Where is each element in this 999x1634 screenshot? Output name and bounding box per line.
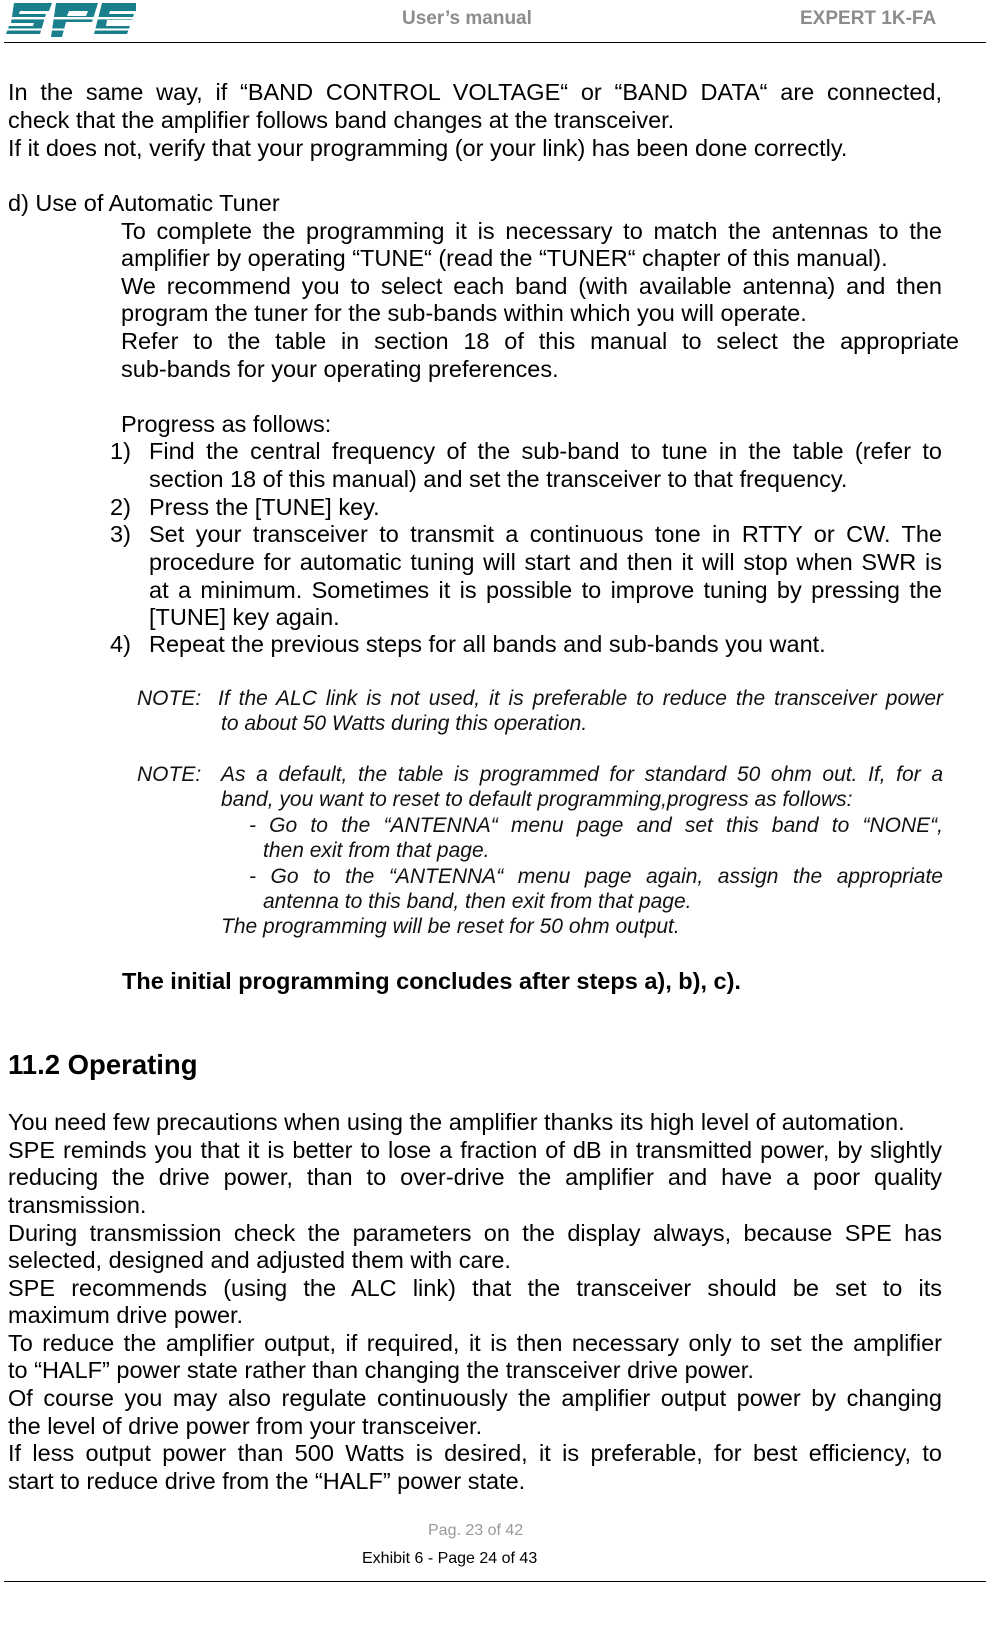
step-line: at a minimum. Sometimes it is possible to improve tuning by pressing the <box>149 577 942 603</box>
operating-line: reducing the drive power, than to over-drive the amplifier and have a poor quality <box>8 1164 942 1190</box>
step-number: 1) <box>110 438 131 464</box>
intro-line: check that the amplifier follows band changes at the transceiver. <box>8 107 675 133</box>
operating-line: During transmission check the parameters on the display always, because SPE has <box>8 1220 942 1246</box>
step-line: Find the central frequency of the sub-band to tune in the table (refer to <box>149 438 942 464</box>
operating-line: Of course you may also regulate continuously the amplifier output power by changing <box>8 1385 942 1411</box>
operating-line: SPE recommends (using the ALC link) that the transceiver should be set to its <box>8 1275 942 1301</box>
note-label: NOTE: <box>137 763 202 786</box>
note-bullet-line: antenna to this band, then exit from that page. <box>263 890 692 913</box>
spe-logo <box>6 0 136 40</box>
step-number: 3) <box>110 521 131 547</box>
note-line: band, you want to reset to default programming,progress as follows: <box>221 788 853 811</box>
tuner-para-line: program the tuner for the sub-bands within which you will operate. <box>121 300 807 326</box>
intro-line: If it does not, verify that your programming (or your link) has been done correctly. <box>8 135 848 161</box>
note-line: As a default, the table is programmed for standard 50 ohm out. If, for a <box>221 763 943 786</box>
exhibit-label: Exhibit 6 - Page 24 of 43 <box>362 1550 538 1567</box>
tuner-para-line: To complete the programming it is necessary to match the antennas to the <box>121 218 942 244</box>
header-rule <box>4 42 986 43</box>
programming-conclusion: The initial programming concludes after steps a), b), c). <box>122 968 741 994</box>
tuner-para-line: Refer to the table in section 18 of this manual to select the appropriate <box>121 328 959 354</box>
step-line: Repeat the previous steps for all bands and sub-bands you want. <box>149 631 826 657</box>
operating-line: the level of drive power from your transceiver. <box>8 1413 483 1439</box>
operating-line: maximum drive power. <box>8 1302 244 1328</box>
page-number: Pag. 23 of 42 <box>428 1522 524 1539</box>
note-line: If the ALC link is not used, it is preferable to reduce the transceiver power <box>218 687 943 710</box>
step-line: [TUNE] key again. <box>149 604 340 630</box>
step-line: Press the [TUNE] key. <box>149 494 380 520</box>
note-line: to about 50 Watts during this operation. <box>221 712 588 735</box>
step-number: 4) <box>110 631 131 657</box>
tuner-para-line: amplifier by operating “TUNE“ (read the “TUNER“ chapter of this manual). <box>121 245 888 271</box>
operating-line: If less output power than 500 Watts is desired, it is preferable, for best efficiency, to <box>8 1440 942 1466</box>
progress-label: Progress as follows: <box>121 411 332 437</box>
note-bullet-line: then exit from that page. <box>263 839 490 862</box>
operating-line: to “HALF” power state rather than changing the transceiver drive power. <box>8 1357 754 1383</box>
intro-line: In the same way, if “BAND CONTROL VOLTAGE“ or “BAND DATA“ are connected, <box>8 79 942 105</box>
tuner-para-line: We recommend you to select each band (with available antenna) and then <box>121 273 942 299</box>
section-d-title: d) Use of Automatic Tuner <box>8 190 280 216</box>
footer-rule <box>4 1581 986 1582</box>
operating-line: start to reduce drive from the “HALF” power state. <box>8 1468 526 1494</box>
operating-line: To reduce the amplifier output, if required, it is then necessary only to set the amplifier <box>8 1330 942 1356</box>
step-number: 2) <box>110 494 131 520</box>
header-center-title: User’s manual <box>402 8 532 29</box>
operating-line: transmission. <box>8 1192 147 1218</box>
step-line: section 18 of this manual) and set the transceiver to that frequency. <box>149 466 848 492</box>
note-bullet-line: - Go to the “ANTENNA“ menu page and set this band to “NONE“, <box>249 814 943 837</box>
operating-line: You need few precautions when using the amplifier thanks its high level of automation. <box>8 1109 905 1135</box>
note-closing: The programming will be reset for 50 ohm output. <box>221 915 680 938</box>
step-line: procedure for automatic tuning will start and then it will stop when SWR is <box>149 549 942 575</box>
operating-line: SPE reminds you that it is better to lose a fraction of dB in transmitted power, by slightly <box>8 1137 942 1163</box>
note-label: NOTE: <box>137 687 202 710</box>
tuner-para-line: sub-bands for your operating preferences. <box>121 356 559 382</box>
operating-line: selected, designed and adjusted them with care. <box>8 1247 511 1273</box>
header-product-name: EXPERT 1K-FA <box>800 8 937 29</box>
note-bullet-line: - Go to the “ANTENNA“ menu page again, assign the appropriate <box>249 865 943 888</box>
step-line: Set your transceiver to transmit a continuous tone in RTTY or CW. The <box>149 521 942 547</box>
section-heading: 11.2 Operating <box>8 1049 198 1080</box>
